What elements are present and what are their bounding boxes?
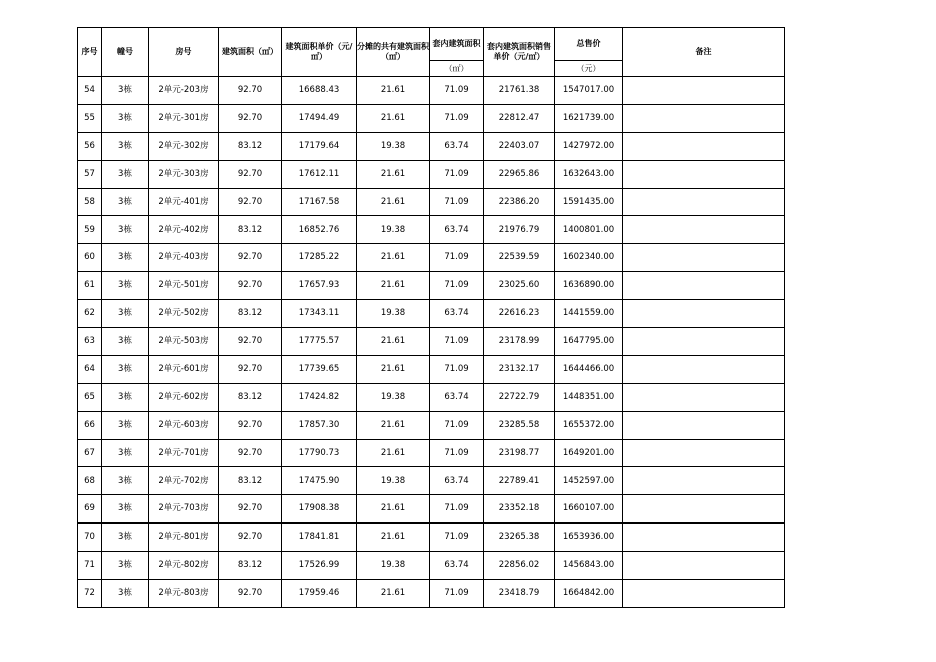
cell-unit-price: 17475.90 <box>282 467 357 495</box>
cell-seq: 67 <box>78 439 102 467</box>
cell-unit-price: 17179.64 <box>282 132 357 160</box>
cell-shared: 19.38 <box>357 383 430 411</box>
table-row <box>78 244 785 272</box>
cell-total: 1547017.00 <box>555 77 623 105</box>
cell-seq: 65 <box>78 383 102 411</box>
cell-total: 1655372.00 <box>555 411 623 439</box>
cell-unit-price: 17790.73 <box>282 439 357 467</box>
cell-shared: 21.61 <box>357 328 430 356</box>
header-remark: 备注 <box>623 28 785 77</box>
cell-shared: 21.61 <box>357 495 430 523</box>
cell-inner-price: 23132.17 <box>484 355 555 383</box>
cell-area: 83.12 <box>219 383 282 411</box>
cell-building: 3栋 <box>102 411 149 439</box>
cell-inner-price: 22616.23 <box>484 300 555 328</box>
cell-total: 1400801.00 <box>555 216 623 244</box>
cell-room: 2单元-701房 <box>149 439 219 467</box>
cell-area: 92.70 <box>219 580 282 608</box>
cell-seq: 63 <box>78 328 102 356</box>
table-row <box>78 552 785 580</box>
table-row <box>78 383 785 411</box>
cell-inner: 71.09 <box>430 188 484 216</box>
cell-seq: 61 <box>78 272 102 300</box>
cell-building: 3栋 <box>102 132 149 160</box>
cell-area: 92.70 <box>219 160 282 188</box>
table-row <box>78 328 785 356</box>
table-row <box>78 355 785 383</box>
cell-room: 2单元-403房 <box>149 244 219 272</box>
cell-shared: 21.61 <box>357 355 430 383</box>
cell-shared: 19.38 <box>357 467 430 495</box>
cell-inner: 71.09 <box>430 160 484 188</box>
cell-unit-price: 17285.22 <box>282 244 357 272</box>
cell-area: 92.70 <box>219 495 282 523</box>
cell-remark <box>623 132 785 160</box>
cell-building: 3栋 <box>102 467 149 495</box>
table-row <box>78 495 785 523</box>
cell-building: 3栋 <box>102 383 149 411</box>
cell-inner: 71.09 <box>430 77 484 105</box>
cell-shared: 21.61 <box>357 77 430 105</box>
cell-area: 92.70 <box>219 244 282 272</box>
cell-area: 92.70 <box>219 328 282 356</box>
cell-inner: 71.09 <box>430 411 484 439</box>
cell-unit-price: 16852.76 <box>282 216 357 244</box>
cell-remark <box>623 216 785 244</box>
table-row <box>78 439 785 467</box>
header-room: 房号 <box>149 28 219 77</box>
cell-inner: 63.74 <box>430 552 484 580</box>
cell-area: 83.12 <box>219 300 282 328</box>
cell-room: 2单元-203房 <box>149 77 219 105</box>
cell-inner: 63.74 <box>430 467 484 495</box>
cell-building: 3栋 <box>102 439 149 467</box>
table-row <box>78 467 785 495</box>
cell-inner-price: 22539.59 <box>484 244 555 272</box>
cell-building: 3栋 <box>102 355 149 383</box>
cell-shared: 21.61 <box>357 580 430 608</box>
cell-unit-price: 17959.46 <box>282 580 357 608</box>
cell-inner: 71.09 <box>430 244 484 272</box>
cell-unit-price: 17343.11 <box>282 300 357 328</box>
cell-seq: 69 <box>78 495 102 523</box>
cell-seq: 62 <box>78 300 102 328</box>
cell-inner-price: 22386.20 <box>484 188 555 216</box>
header-area: 建筑面积（㎡） <box>219 28 282 77</box>
cell-shared: 21.61 <box>357 160 430 188</box>
header-row <box>78 28 785 61</box>
header-shared-area: 分摊的共有建筑面积（㎡） <box>357 28 430 77</box>
cell-inner-price: 21761.38 <box>484 77 555 105</box>
cell-seq: 59 <box>78 216 102 244</box>
cell-inner: 71.09 <box>430 355 484 383</box>
header-seq: 序号 <box>78 28 102 77</box>
cell-room: 2单元-602房 <box>149 383 219 411</box>
cell-remark <box>623 355 785 383</box>
cell-unit-price: 17494.49 <box>282 104 357 132</box>
cell-total: 1653936.00 <box>555 523 623 551</box>
cell-unit-price: 17657.93 <box>282 272 357 300</box>
table-row <box>78 104 785 132</box>
cell-area: 92.70 <box>219 411 282 439</box>
cell-building: 3栋 <box>102 328 149 356</box>
cell-building: 3栋 <box>102 188 149 216</box>
cell-total: 1456843.00 <box>555 552 623 580</box>
cell-area: 92.70 <box>219 188 282 216</box>
cell-remark <box>623 439 785 467</box>
cell-inner: 71.09 <box>430 104 484 132</box>
cell-remark <box>623 104 785 132</box>
cell-seq: 57 <box>78 160 102 188</box>
cell-building: 3栋 <box>102 580 149 608</box>
table-row <box>78 411 785 439</box>
cell-seq: 64 <box>78 355 102 383</box>
cell-area: 92.70 <box>219 355 282 383</box>
cell-remark <box>623 188 785 216</box>
cell-building: 3栋 <box>102 216 149 244</box>
cell-unit-price: 17775.57 <box>282 328 357 356</box>
cell-seq: 68 <box>78 467 102 495</box>
cell-remark <box>623 272 785 300</box>
cell-inner: 71.09 <box>430 439 484 467</box>
cell-area: 92.70 <box>219 77 282 105</box>
cell-inner: 71.09 <box>430 580 484 608</box>
cell-total: 1448351.00 <box>555 383 623 411</box>
cell-inner: 71.09 <box>430 523 484 551</box>
cell-remark <box>623 77 785 105</box>
cell-building: 3栋 <box>102 244 149 272</box>
cell-inner-price: 23285.58 <box>484 411 555 439</box>
cell-unit-price: 17526.99 <box>282 552 357 580</box>
cell-shared: 21.61 <box>357 272 430 300</box>
cell-area: 92.70 <box>219 272 282 300</box>
cell-inner: 63.74 <box>430 132 484 160</box>
cell-seq: 60 <box>78 244 102 272</box>
cell-inner: 63.74 <box>430 216 484 244</box>
table-row <box>78 580 785 608</box>
cell-building: 3栋 <box>102 272 149 300</box>
table-row <box>78 77 785 105</box>
cell-inner-price: 23198.77 <box>484 439 555 467</box>
cell-area: 83.12 <box>219 467 282 495</box>
cell-area: 83.12 <box>219 216 282 244</box>
cell-inner: 71.09 <box>430 328 484 356</box>
cell-area: 83.12 <box>219 552 282 580</box>
cell-room: 2单元-801房 <box>149 523 219 551</box>
cell-room: 2单元-601房 <box>149 355 219 383</box>
cell-inner-price: 23418.79 <box>484 580 555 608</box>
cell-total: 1621739.00 <box>555 104 623 132</box>
cell-remark <box>623 383 785 411</box>
cell-inner-price: 23352.18 <box>484 495 555 523</box>
cell-total: 1452597.00 <box>555 467 623 495</box>
cell-room: 2单元-502房 <box>149 300 219 328</box>
cell-area: 92.70 <box>219 104 282 132</box>
cell-area: 92.70 <box>219 439 282 467</box>
header-inner-area-unit: （㎡） <box>430 61 484 77</box>
cell-building: 3栋 <box>102 552 149 580</box>
cell-building: 3栋 <box>102 160 149 188</box>
cell-total: 1649201.00 <box>555 439 623 467</box>
cell-room: 2单元-402房 <box>149 216 219 244</box>
cell-room: 2单元-302房 <box>149 132 219 160</box>
cell-building: 3栋 <box>102 300 149 328</box>
cell-room: 2单元-603房 <box>149 411 219 439</box>
cell-inner-price: 22722.79 <box>484 383 555 411</box>
cell-seq: 70 <box>78 523 102 551</box>
cell-remark <box>623 523 785 551</box>
cell-inner-price: 22812.47 <box>484 104 555 132</box>
cell-remark <box>623 552 785 580</box>
cell-shared: 21.61 <box>357 104 430 132</box>
cell-room: 2单元-401房 <box>149 188 219 216</box>
cell-room: 2单元-802房 <box>149 552 219 580</box>
table-row <box>78 188 785 216</box>
cell-remark <box>623 300 785 328</box>
cell-seq: 72 <box>78 580 102 608</box>
table-row <box>78 132 785 160</box>
cell-remark <box>623 411 785 439</box>
cell-area: 92.70 <box>219 523 282 551</box>
cell-seq: 55 <box>78 104 102 132</box>
cell-room: 2单元-702房 <box>149 467 219 495</box>
table-row <box>78 523 785 551</box>
cell-room: 2单元-803房 <box>149 580 219 608</box>
cell-total: 1644466.00 <box>555 355 623 383</box>
cell-shared: 19.38 <box>357 132 430 160</box>
cell-inner: 71.09 <box>430 272 484 300</box>
cell-seq: 71 <box>78 552 102 580</box>
cell-shared: 21.61 <box>357 244 430 272</box>
cell-total: 1427972.00 <box>555 132 623 160</box>
cell-unit-price: 17424.82 <box>282 383 357 411</box>
cell-seq: 58 <box>78 188 102 216</box>
header-inner-area: 套内建筑面积 <box>430 28 484 61</box>
cell-room: 2单元-703房 <box>149 495 219 523</box>
table-row <box>78 160 785 188</box>
cell-inner-price: 23265.38 <box>484 523 555 551</box>
cell-room: 2单元-301房 <box>149 104 219 132</box>
cell-seq: 54 <box>78 77 102 105</box>
cell-unit-price: 16688.43 <box>282 77 357 105</box>
cell-unit-price: 17167.58 <box>282 188 357 216</box>
cell-shared: 21.61 <box>357 411 430 439</box>
cell-inner-price: 23025.60 <box>484 272 555 300</box>
cell-unit-price: 17739.65 <box>282 355 357 383</box>
cell-total: 1660107.00 <box>555 495 623 523</box>
cell-inner-price: 21976.79 <box>484 216 555 244</box>
cell-unit-price: 17908.38 <box>282 495 357 523</box>
cell-total: 1664842.00 <box>555 580 623 608</box>
cell-room: 2单元-503房 <box>149 328 219 356</box>
cell-total: 1632643.00 <box>555 160 623 188</box>
cell-total: 1591435.00 <box>555 188 623 216</box>
header-total: 总售价 <box>555 28 623 61</box>
cell-inner-price: 22965.86 <box>484 160 555 188</box>
cell-unit-price: 17841.81 <box>282 523 357 551</box>
cell-total: 1602340.00 <box>555 244 623 272</box>
cell-remark <box>623 467 785 495</box>
cell-seq: 56 <box>78 132 102 160</box>
cell-remark <box>623 495 785 523</box>
cell-building: 3栋 <box>102 523 149 551</box>
table-row <box>78 272 785 300</box>
cell-shared: 21.61 <box>357 439 430 467</box>
table-row <box>78 300 785 328</box>
cell-inner-price: 23178.99 <box>484 328 555 356</box>
cell-shared: 19.38 <box>357 216 430 244</box>
cell-total: 1647795.00 <box>555 328 623 356</box>
cell-room: 2单元-303房 <box>149 160 219 188</box>
cell-seq: 66 <box>78 411 102 439</box>
cell-inner: 63.74 <box>430 300 484 328</box>
cell-building: 3栋 <box>102 77 149 105</box>
header-unit-price: 建筑面积单价（元/㎡） <box>282 28 357 77</box>
cell-area: 83.12 <box>219 132 282 160</box>
cell-total: 1441559.00 <box>555 300 623 328</box>
cell-building: 3栋 <box>102 104 149 132</box>
cell-inner-price: 22403.07 <box>484 132 555 160</box>
cell-shared: 19.38 <box>357 300 430 328</box>
cell-shared: 19.38 <box>357 552 430 580</box>
cell-inner: 71.09 <box>430 495 484 523</box>
cell-building: 3栋 <box>102 495 149 523</box>
cell-remark <box>623 580 785 608</box>
header-building: 幢号 <box>102 28 149 77</box>
cell-unit-price: 17612.11 <box>282 160 357 188</box>
header-total-unit: （元） <box>555 61 623 77</box>
table-row <box>78 216 785 244</box>
cell-total: 1636890.00 <box>555 272 623 300</box>
cell-shared: 21.61 <box>357 523 430 551</box>
price-table <box>77 27 785 608</box>
cell-inner: 63.74 <box>430 383 484 411</box>
cell-remark <box>623 328 785 356</box>
cell-inner-price: 22789.41 <box>484 467 555 495</box>
cell-shared: 21.61 <box>357 188 430 216</box>
cell-unit-price: 17857.30 <box>282 411 357 439</box>
cell-room: 2单元-501房 <box>149 272 219 300</box>
cell-inner-price: 22856.02 <box>484 552 555 580</box>
cell-remark <box>623 160 785 188</box>
cell-remark <box>623 244 785 272</box>
header-inner-price: 套内建筑面积销售单价（元/㎡） <box>484 28 555 77</box>
